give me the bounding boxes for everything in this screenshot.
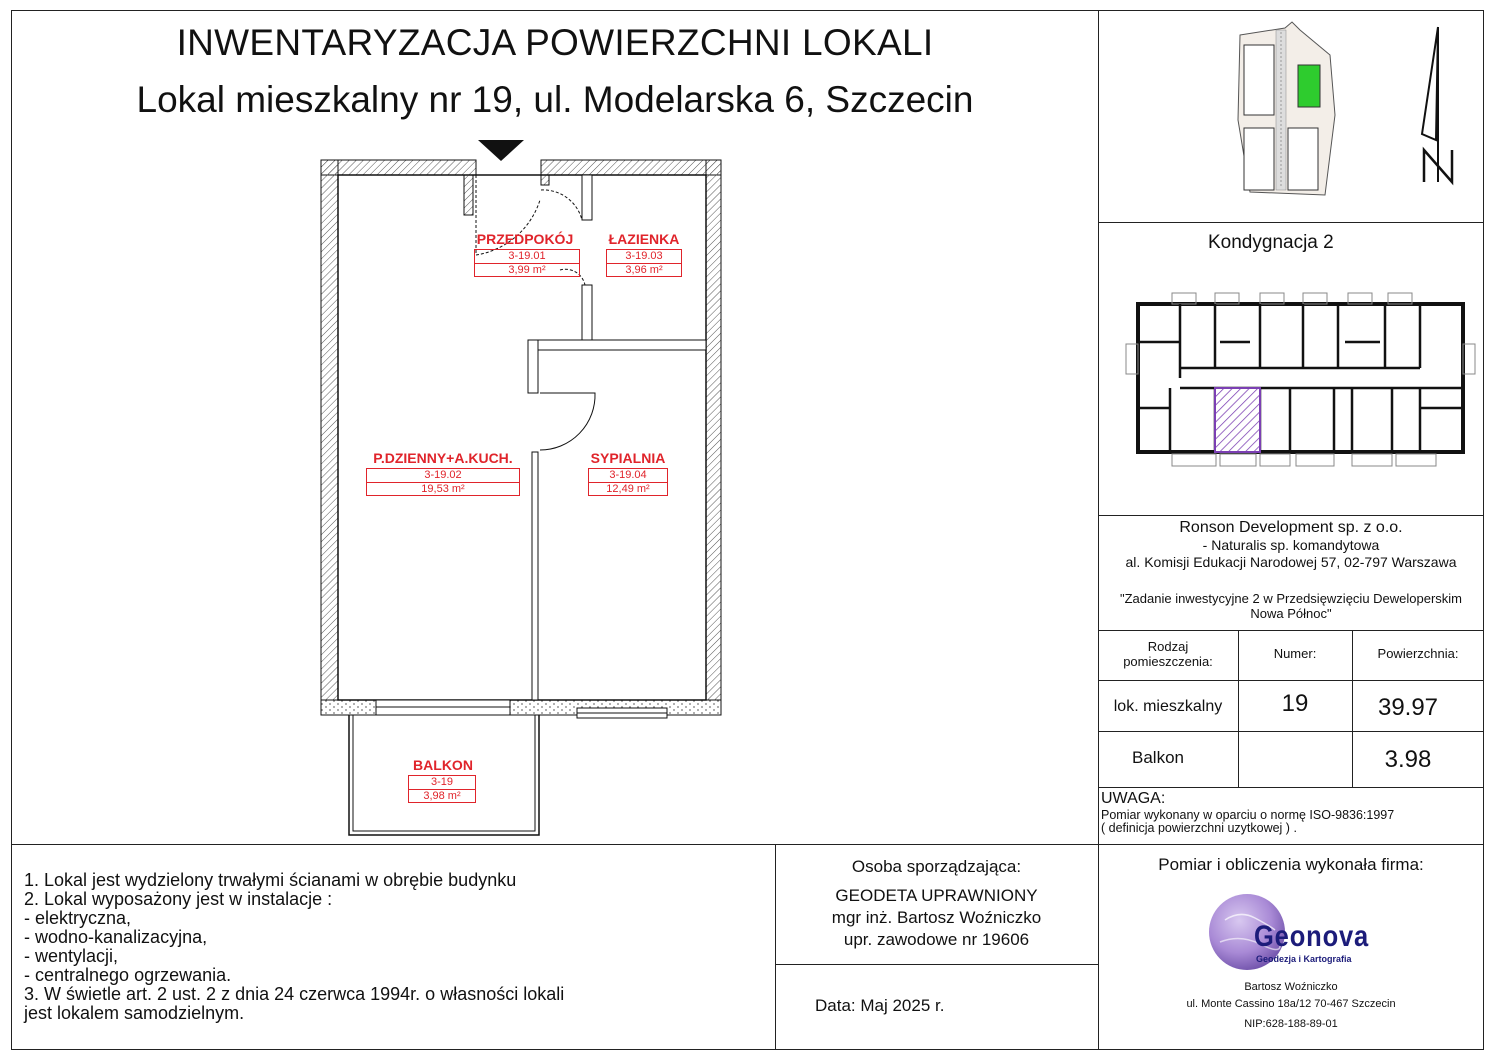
divider <box>1098 10 1099 844</box>
logo-name: Geonova <box>1254 920 1370 953</box>
table-header-number: Numer: <box>1273 646 1317 661</box>
note-text: Pomiar wykonany w oparciu o normę ISO-9836:1997 <box>1101 808 1395 822</box>
table-cell-type: Balkon <box>1132 748 1184 767</box>
date-label: Data: Maj 2025 r. <box>815 996 945 1015</box>
room-area: 3,96 m² <box>607 263 681 277</box>
notes-item: - elektryczna, <box>24 908 132 928</box>
notes-item: - wentylacji, <box>24 946 119 966</box>
note-title: UWAGA: <box>1101 790 1166 807</box>
project-name: "Zadanie inwestycyjne 2 w Przedsięwzięciu Deweloperskim <box>1119 591 1463 606</box>
room-info-box <box>408 775 476 803</box>
room-code: 3-19.02 <box>424 469 462 481</box>
firm-nip: NIP:628-188-89-01 <box>1244 1018 1338 1030</box>
table-cell-area: 3.98 <box>1384 746 1432 773</box>
divider <box>11 844 1484 845</box>
room-info-box <box>606 249 682 277</box>
project-name-2: Nowa Północ" <box>1250 606 1332 621</box>
key-plan <box>1120 288 1480 473</box>
surveyor-license: upr. zawodowe nr 19606 <box>843 930 1030 949</box>
room-name: SYPIALNIA <box>590 450 666 466</box>
divider <box>1098 680 1484 681</box>
firm-heading: Pomiar i obliczenia wykonała firma: <box>1158 855 1424 874</box>
room-code: 3-19.01 <box>508 250 546 262</box>
surveyor-title: GEODETA UPRAWNIONY <box>835 886 1038 905</box>
note-text-2: ( definicja powierzchni uzytkowej ) . <box>1101 821 1297 835</box>
notes-item: - wodno-kanalizacyjna, <box>24 927 208 947</box>
divider <box>1098 787 1484 788</box>
page-title: INWENTARYZACJA POWIERZCHNI LOKALI <box>176 22 934 63</box>
room-name: P.DZIENNY+A.KUCH. <box>373 450 513 466</box>
room-area: 19,53 m² <box>367 482 519 496</box>
logo-tagline: Geodezja i Kartografia <box>1256 954 1352 964</box>
notes-item: 2. Lokal wyposażony jest w instalacje : <box>24 889 333 909</box>
room-code: 3-19 <box>430 776 454 788</box>
room-code: 3-19.03 <box>625 250 663 262</box>
site-map <box>1230 20 1340 200</box>
north-arrow-icon <box>1418 22 1458 187</box>
table-header-type: Rodzaj <box>1147 639 1189 654</box>
table-cell-area: 39.97 <box>1377 694 1439 721</box>
notes-item: - centralnego ogrzewania. <box>24 965 232 985</box>
page-subtitle: Lokal mieszkalny nr 19, ul. Modelarska 6, Szczecin <box>136 79 974 120</box>
room-info-box <box>474 249 580 277</box>
table-header-type-2: pomieszczenia: <box>1123 654 1213 669</box>
divider <box>1098 630 1484 631</box>
notes-item: 3. W świetle art. 2 ust. 2 z dnia 24 czerwca 1994r. o własności lokali <box>24 984 565 1004</box>
divider <box>1098 222 1484 223</box>
room-area: 3,99 m² <box>475 263 579 277</box>
room-name: ŁAZIENKA <box>608 231 680 247</box>
divider <box>775 964 1098 965</box>
firm-owner: Bartosz Woźniczko <box>1244 981 1338 993</box>
table-cell-number: 19 <box>1281 690 1309 717</box>
notes-item: 1. Lokal jest wydzielony trwałymi ścianami w obrębie budynku <box>24 870 517 890</box>
entrance-arrow-icon <box>478 140 524 161</box>
table-cell-type: lok. mieszkalny <box>1113 698 1223 715</box>
firm-address: ul. Monte Cassino 18a/12 70-467 Szczecin <box>1186 998 1396 1010</box>
room-info-box <box>588 468 668 496</box>
notes-item: jest lokalem samodzielnym. <box>24 1003 245 1023</box>
room-area: 3,98 m² <box>409 789 475 803</box>
room-area: 12,49 m² <box>589 482 667 496</box>
surveyor-name: mgr inż. Bartosz Woźniczko <box>831 908 1042 927</box>
company-address: al. Komisji Edukacji Narodowej 57, 02-797 Warszawa <box>1125 554 1457 570</box>
room-name: PRZEDPOKÓJ <box>476 231 574 247</box>
room-name: BALKON <box>413 757 473 773</box>
room-info-box <box>366 468 520 496</box>
floor-label: Kondygnacja 2 <box>1208 232 1334 253</box>
company-name: Ronson Development sp. z o.o. <box>1179 519 1403 536</box>
surveyor-heading: Osoba sporządzająca: <box>851 857 1022 876</box>
notes-list <box>24 871 564 1023</box>
room-code: 3-19.04 <box>609 469 647 481</box>
table-header-area: Powierzchnia: <box>1377 646 1459 661</box>
divider <box>1098 731 1484 732</box>
company-line: - Naturalis sp. komandytowa <box>1202 537 1380 553</box>
divider <box>1098 515 1484 516</box>
